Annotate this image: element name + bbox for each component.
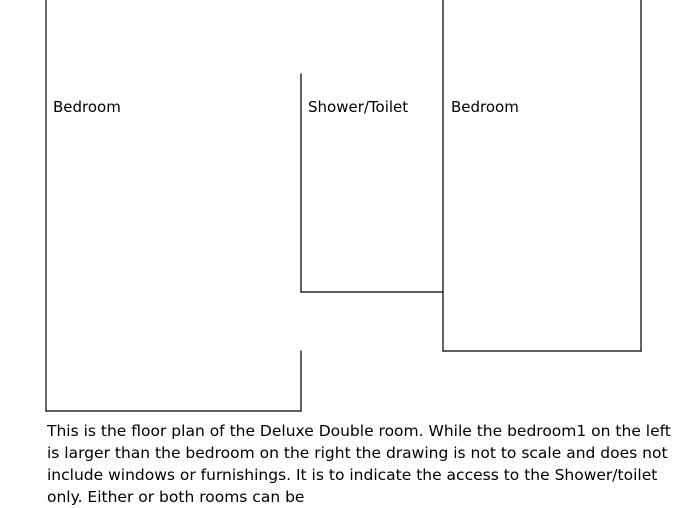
right-bedroom-walls [443,0,641,351]
shower-toilet-label: Shower/Toilet [308,98,409,116]
right-bedroom-label: Bedroom [451,98,519,116]
shower-toilet-walls [301,0,443,292]
left-bedroom-walls [46,0,301,411]
floor-plan-caption: This is the floor plan of the Deluxe Double room. While the bedroom1 on the left is larger than the bedroom on the right the drawing is not to scale and does not include windows or furnishings. It is to indicate the access to the Shower/toilet only. Either or both rooms can be [47,422,671,506]
left-bedroom-label: Bedroom [53,98,121,116]
